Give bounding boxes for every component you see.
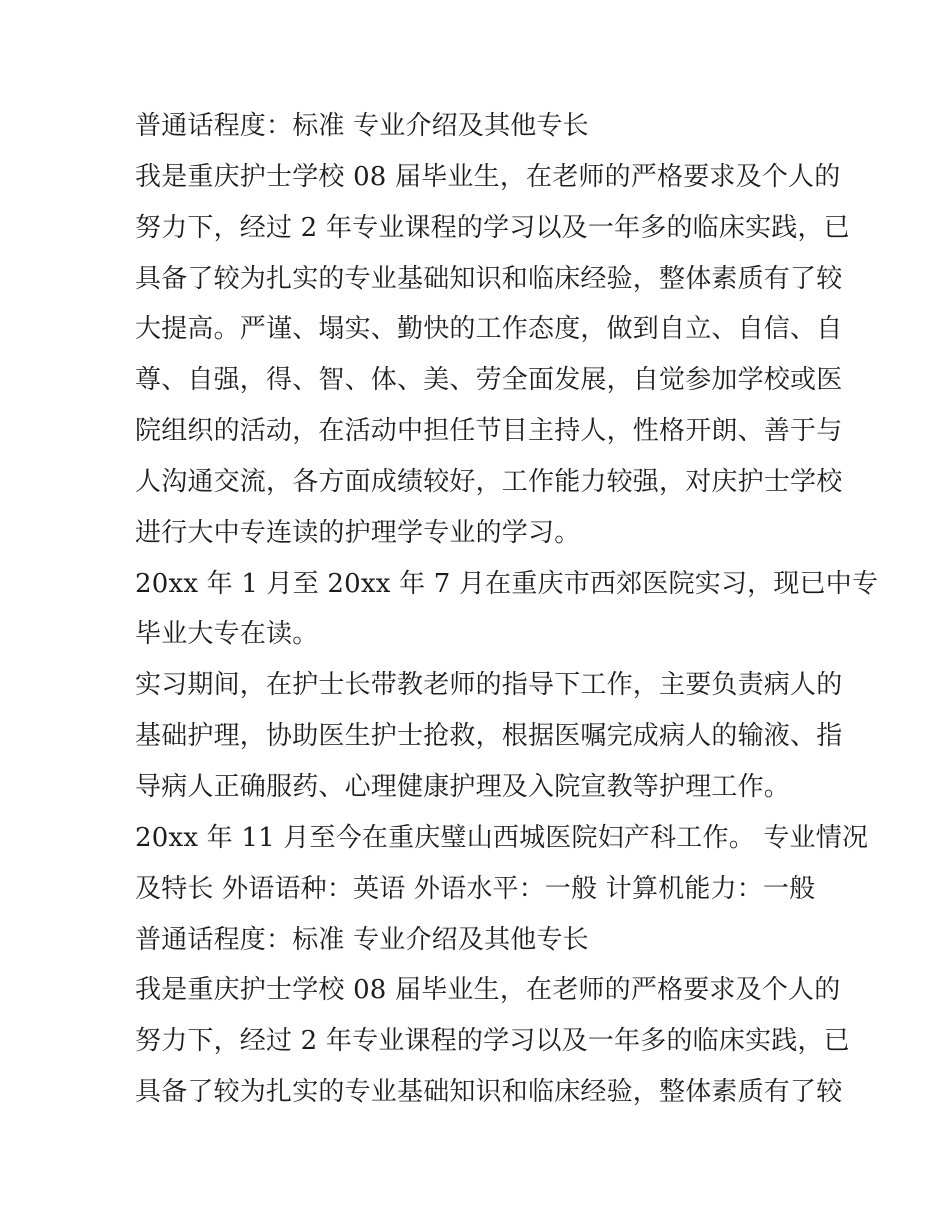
text-line: 努力下，经过 2 年专业课程的学习以及一年多的临床实践，已 xyxy=(135,212,850,243)
text-line: 普通话程度：标准 专业介绍及其他专长 xyxy=(135,111,589,141)
text-line: 及特长 外语语种：英语 外语水平：一般 计算机能力：一般 xyxy=(135,873,816,904)
text-line: 实习期间，在护士长带教老师的指导下工作，主要负责病人的 xyxy=(135,670,843,701)
paragraph-self-introduction-repeat xyxy=(135,965,850,1118)
text-line: 人沟通交流，各方面成绩较好，工作能力较强，对庆护士学校 xyxy=(135,466,843,497)
text-line: 20xx 年 1 月至 20xx 年 7 月在重庆市西郊医院实习，现已中专 xyxy=(135,568,879,599)
text-line: 普通话程度：标准 专业介绍及其他专长 xyxy=(135,924,589,955)
text-line: 导病人正确服药、心理健康护理及入院宣教等护理工作。 xyxy=(135,771,791,802)
paragraph-internship-period xyxy=(135,559,879,661)
text-line: 具备了较为扎实的专业基础知识和临床经验，整体素质有了较 xyxy=(135,263,843,294)
document-text xyxy=(135,101,879,1118)
text-line: 我是重庆护士学校 08 届毕业生，在老师的严格要求及个人的 xyxy=(135,161,841,192)
text-line: 我是重庆护士学校 08 届毕业生，在老师的严格要求及个人的 xyxy=(135,975,841,1006)
text-line: 进行大中专连读的护理学专业的学习。 xyxy=(135,517,581,548)
text-line: 大提高。严谨、塌实、勤快的工作态度，做到自立、自信、自 xyxy=(135,314,843,345)
text-line: 尊、自强，得、智、体、美、劳全面发展，自觉参加学校或医 xyxy=(135,365,843,396)
paragraph-self-introduction xyxy=(135,152,850,559)
text-line: 具备了较为扎实的专业基础知识和临床经验，整体素质有了较 xyxy=(135,1077,843,1108)
text-line: 毕业大专在读。 xyxy=(135,619,319,650)
paragraph-internship-duties xyxy=(135,660,843,813)
text-line: 努力下，经过 2 年专业课程的学习以及一年多的临床实践，已 xyxy=(135,1026,850,1057)
paragraph-current-job-skills xyxy=(135,813,869,915)
paragraph-putonghua-header-repeat xyxy=(135,915,825,966)
paragraph-putonghua-header xyxy=(135,101,825,152)
text-line: 院组织的活动，在活动中担任节目主持人，性格开朗、善于与 xyxy=(135,416,843,447)
text-line: 基础护理，协助医生护士抢救，根据医嘱完成病人的输液、指 xyxy=(135,721,843,752)
text-line: 20xx 年 11 月至今在重庆璧山西城医院妇产科工作。 专业情况 xyxy=(135,822,869,853)
